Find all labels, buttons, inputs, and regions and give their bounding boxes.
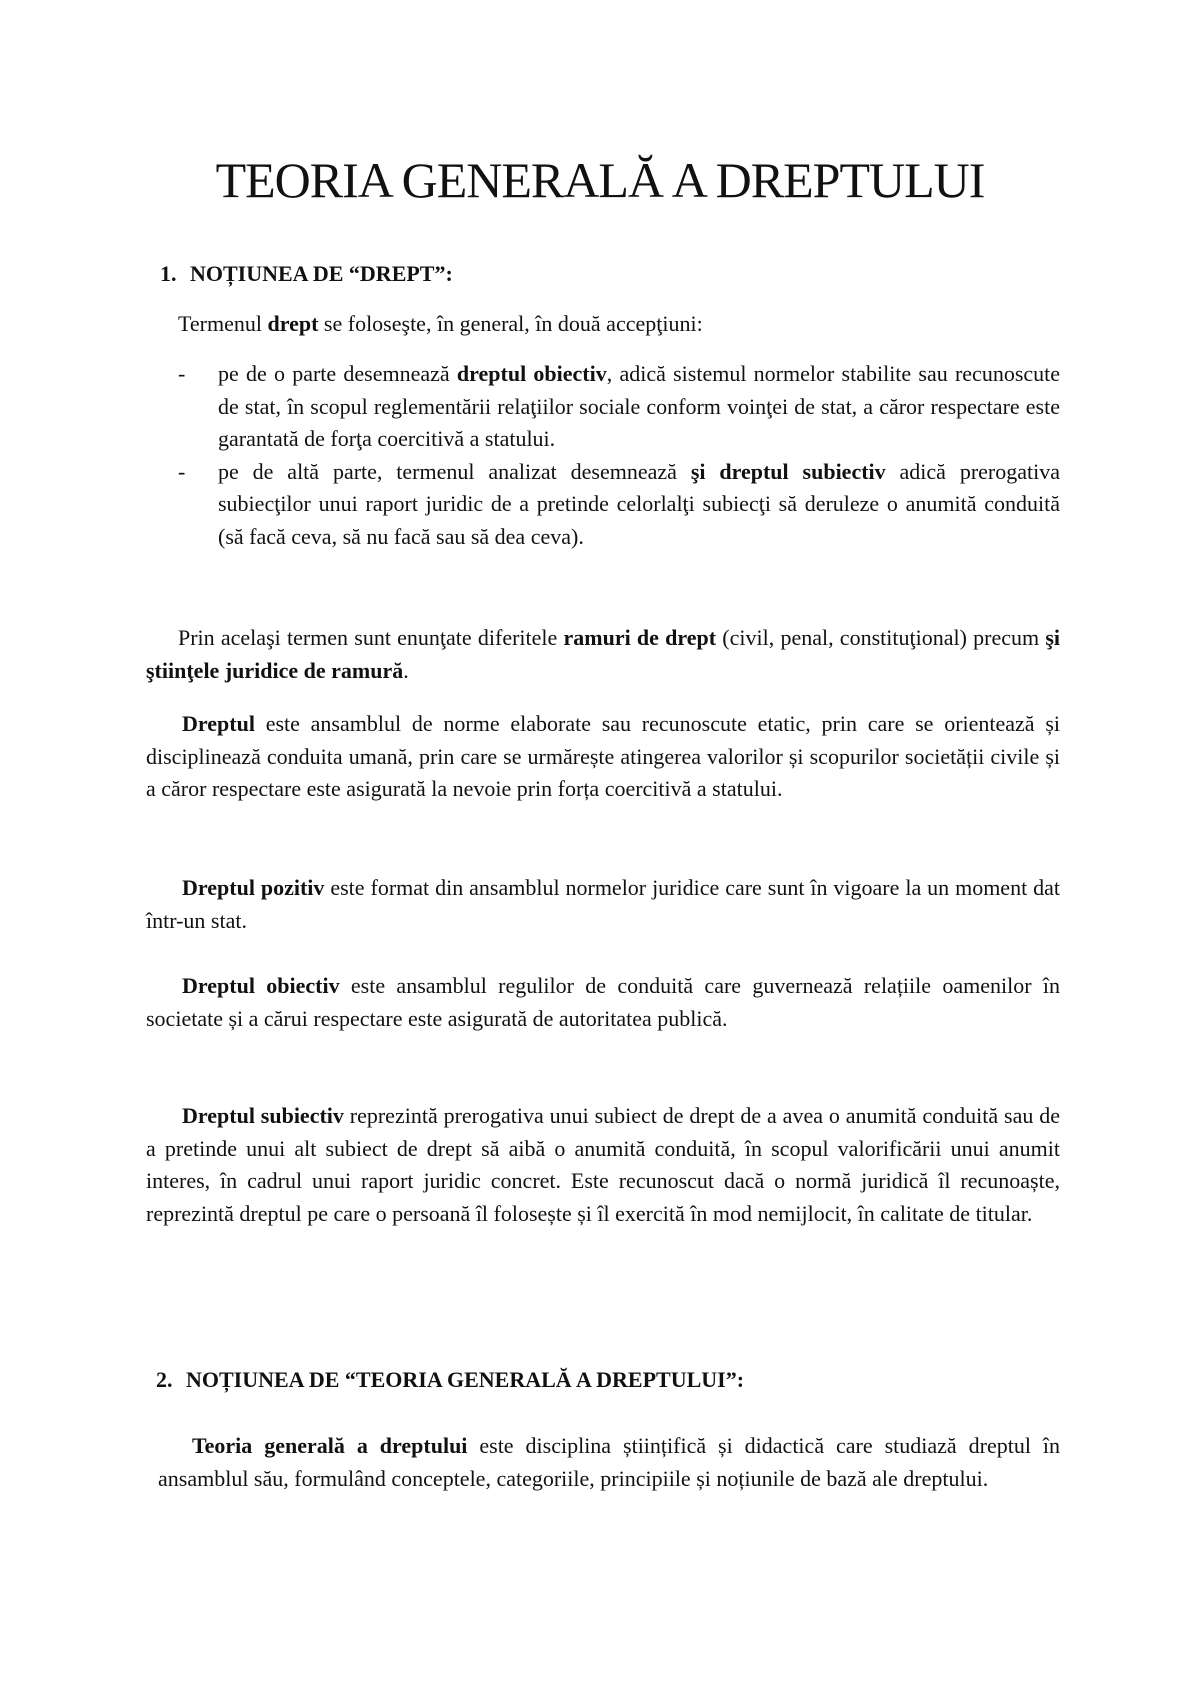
list-item: - pe de altă parte, termenul analizat desemnează şi dreptul subiectiv adică prerogativa subiecţilor unui raport juridic de a pretinde celorlalţi subiecţi să deruleze o anumită conduită (să facă ceva, să nu facă sau să dea ceva). xyxy=(178,458,1061,549)
acceptions-list xyxy=(178,358,1060,553)
document-title: TEORIA GENERALĂ A DREPTULUI xyxy=(215,152,985,208)
section-1-heading xyxy=(160,258,1060,291)
section-1-number: 1. xyxy=(160,261,177,286)
intro-paragraph: Termenul drept se foloseşte, în general, în două accepţiuni: xyxy=(178,311,703,336)
paragraph-dreptul: Dreptul este ansamblul de norme elaborate sau recunoscute etatic, prin care se orientează și disciplinează conduita umană, prin care se urmărește atingerea valorilor și scopurilor societății civile și a căror respectare este asigurată la nevoie prin forța coercitivă a statului. xyxy=(146,711,1060,801)
section-2-heading xyxy=(156,1364,1060,1397)
list-item: - pe de o parte desemnează dreptul obiectiv, adică sistemul normelor stabilite sau recunoscute de stat, în scopul reglementării relaţiilor sociale conform voinţei de stat, a căror respectare este garantată de forţa coercitivă a statului. xyxy=(178,361,1061,451)
paragraph-drept-subiectiv: Dreptul subiectiv reprezintă prerogativa unui subiect de drept de a avea o anumită conduită sau de a pretinde unui alt subiect de drept să aibă o anumită conduită, în scopul valorificării unui anumit interes, în cadrul unui raport juridic concret. Este recunoscut dacă o normă juridică îl recunoaște, reprezintă dreptul pe care o persoană îl folosește și îl exercită în mod nemijlocit, în calitate de titular. xyxy=(146,1103,1060,1226)
section-2-heading-text: NOȚIUNEA DE “TEORIA GENERALĂ A DREPTULUI”: xyxy=(186,1367,745,1392)
section-2-number: 2. xyxy=(156,1367,173,1392)
paragraph-drept-pozitiv: Dreptul pozitiv este format din ansamblul normelor juridice care sunt în vigoare la un moment dat într-un stat. xyxy=(146,875,1060,933)
paragraph-ramuri: Prin acelaşi termen sunt enunţate diferitele ramuri de drept (civil, penal, constituţional) precum şi ştiinţele juridice de ramură. xyxy=(146,625,1060,683)
paragraph-drept-obiectiv: Dreptul obiectiv este ansamblul regulilor de conduită care guvernează relațiile oamenilor în societate și a cărui respectare este asigurată de autoritatea publică. xyxy=(146,973,1060,1031)
section-1-heading-text: NOȚIUNEA DE “DREPT”: xyxy=(190,261,453,286)
paragraph-teoria-generala: Teoria generală a dreptului este disciplina științifică și didactică care studiază dreptul în ansamblul său, formulând conceptele, categoriile, principiile și noțiunile de bază ale dreptului. xyxy=(158,1433,1061,1491)
